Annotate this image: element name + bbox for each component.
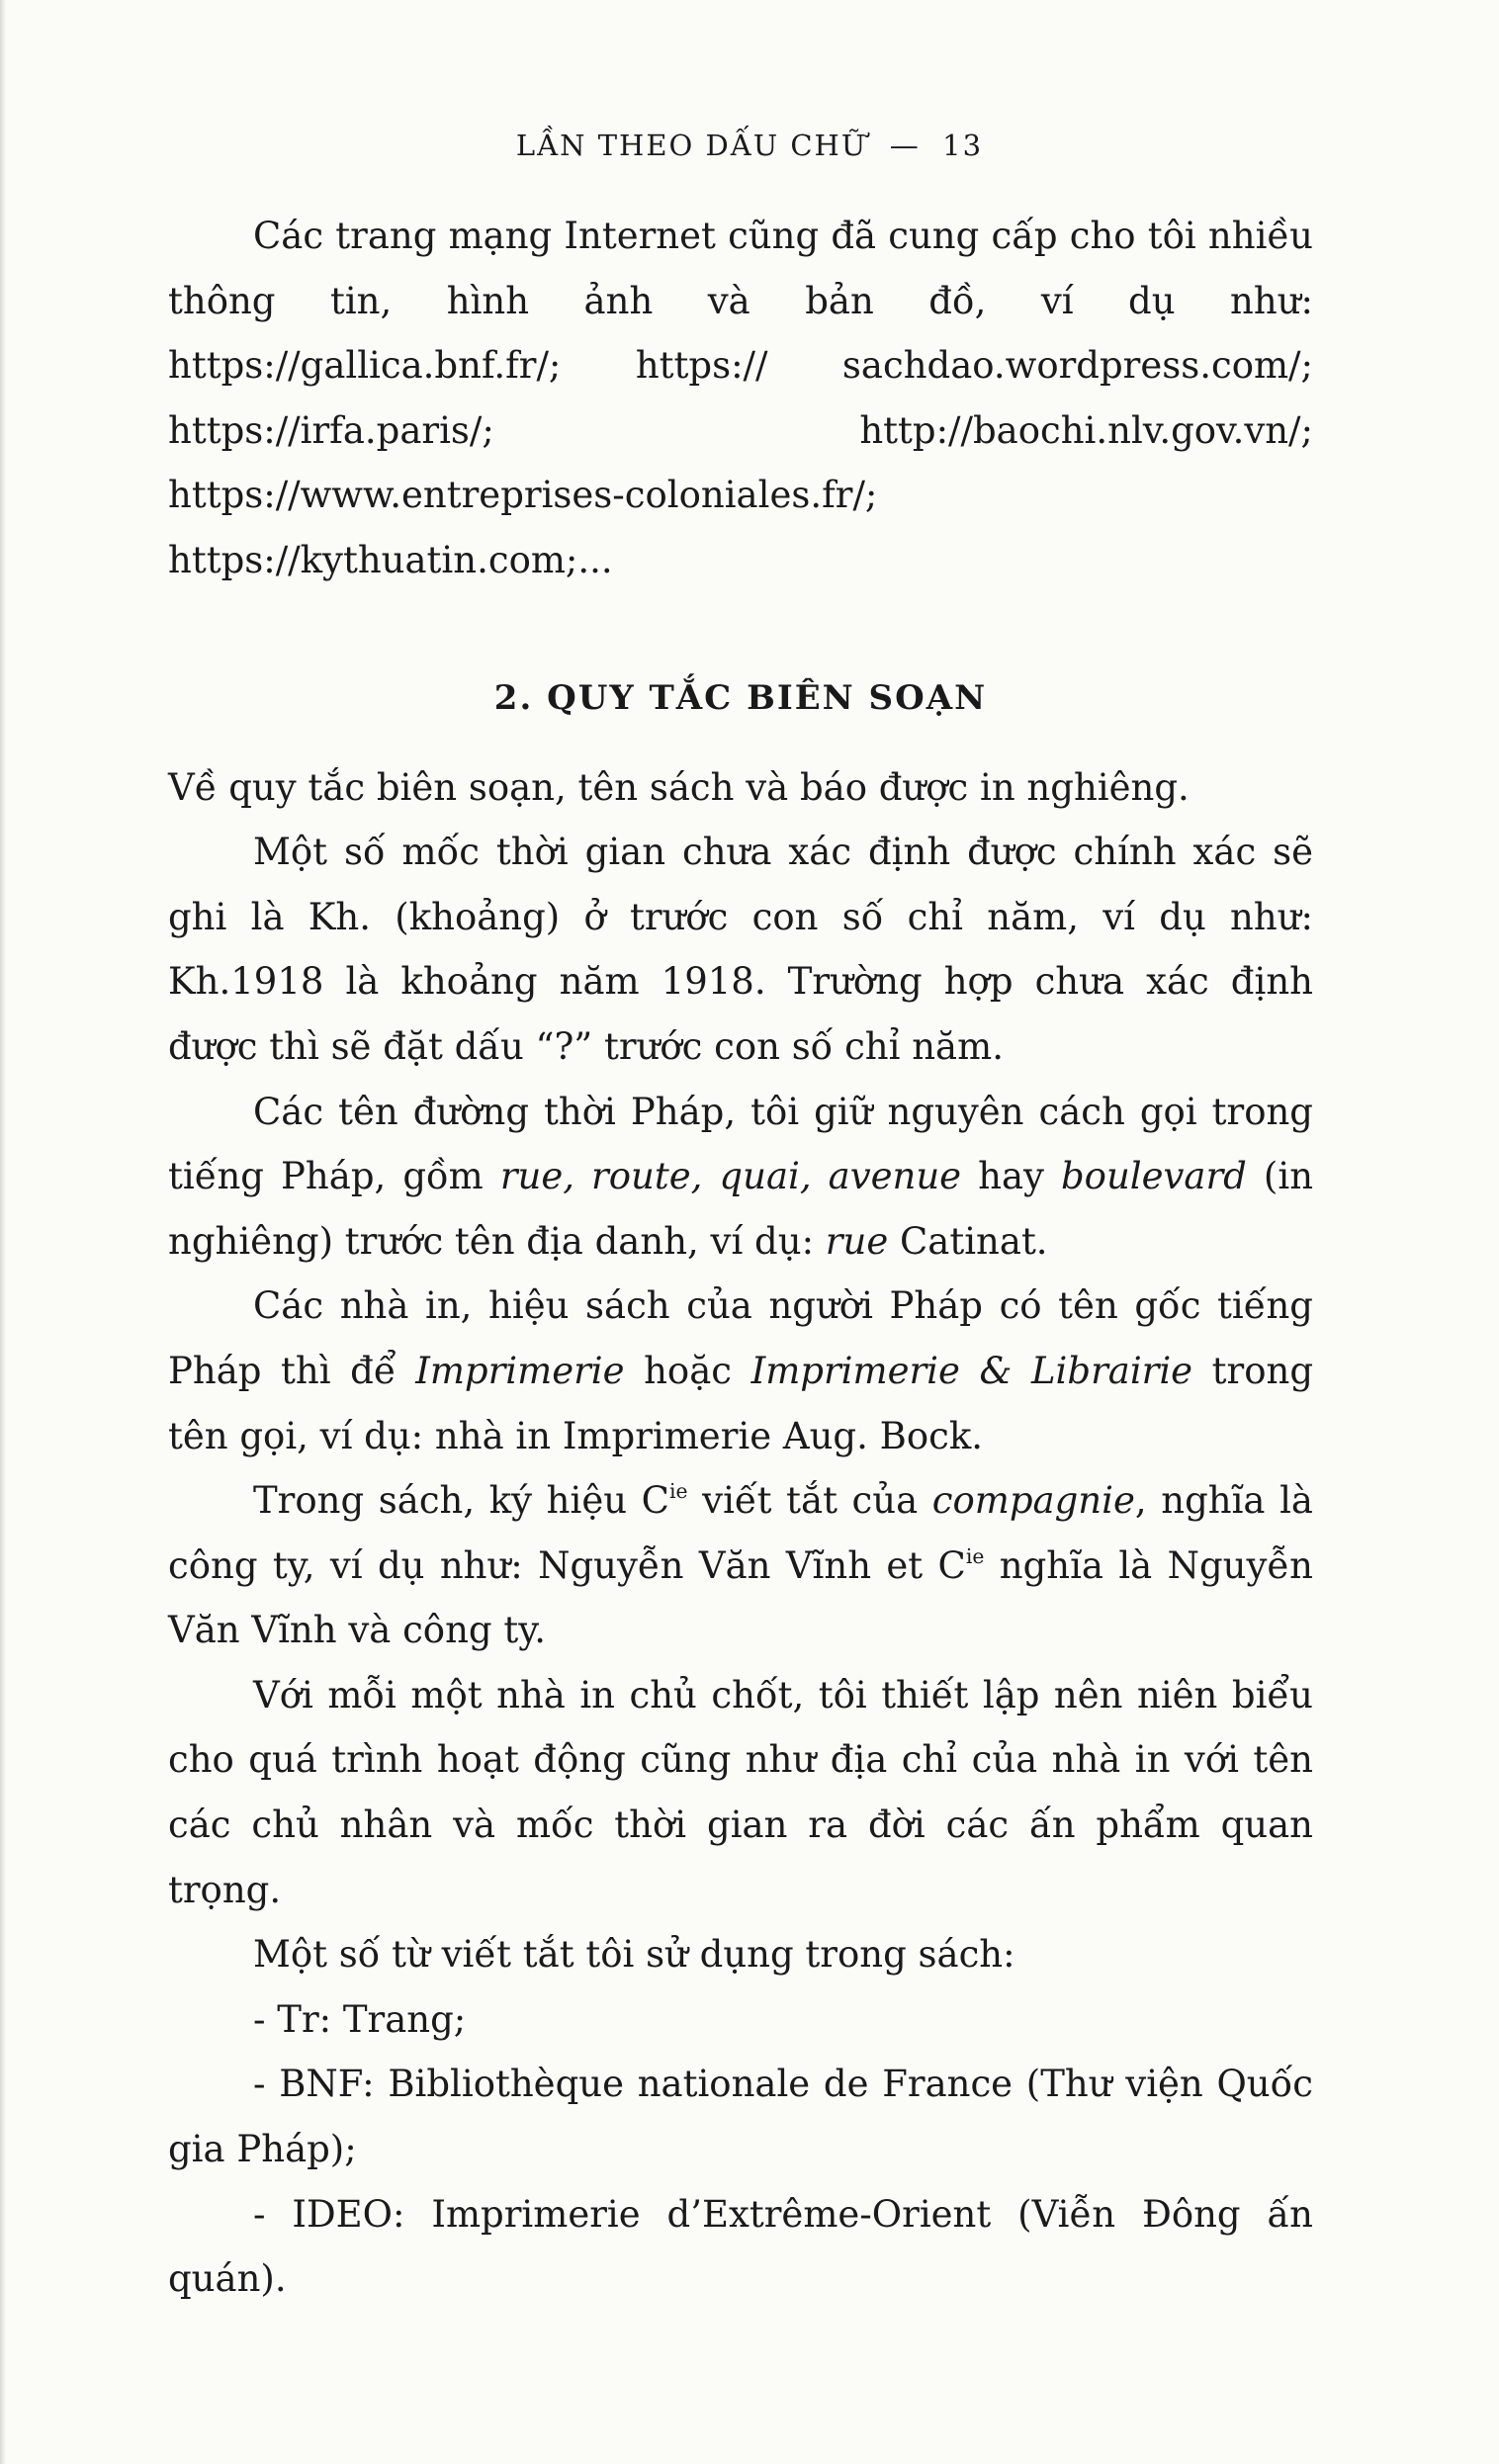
p3-text-b: hay [961, 1155, 1061, 1198]
running-head-separator: — [889, 129, 921, 162]
p4-text-c: trong tên gọi, ví dụ: nhà in Imprimerie Aug. Bock. [168, 1349, 1314, 1457]
p5-text-b: viết tắt của [687, 1479, 932, 1523]
rules-paragraph-2: Một số mốc thời gian chưa xác định được chính xác sẽ ghi là Kh. (khoảng) ở trước con số chỉ năm, ví dụ như: Kh.1918 là khoảng năm 1918. Trường hợp chưa xác định được thì sẽ đặt dấu “?” trước con số chỉ năm. [168, 831, 1313, 1068]
intro-paragraph: Các trang mạng Internet cũng đã cung cấp cho tôi nhiều thông tin, hình ảnh và bản đồ, ví dụ như: https://gallica.bnf.fr/; https:// sachdao.wordpress.com/; https://irfa.paris/; http://baochi.nlv.gov.vn/; https://www.entreprises-coloniales.fr/; https://kythuatin.com;... [168, 215, 1313, 581]
rules-paragraph-1: Về quy tắc biên soạn, tên sách và báo được in nghiêng. [168, 765, 1190, 809]
rules-paragraph-6: Với mỗi một nhà in chủ chốt, tôi thiết lập nên niên biểu cho quá trình hoạt động cũng như địa chỉ của nhà in với tên các chủ nhân và mốc thời gian ra đời các ấn phẩm quan trọng. [168, 1673, 1313, 1911]
p4-text-a: Các nhà in, hiệu sách của người Pháp có tên gốc tiếng Pháp thì để [168, 1284, 1313, 1392]
p5-italic-compagnie: compagnie [931, 1479, 1135, 1523]
abbreviation-item-ideo: - IDEO: Imprimerie d’Extrême-Orient (Viễn Đông ấn quán). [168, 2192, 1313, 2301]
rules-paragraph-5 [168, 1468, 1313, 1663]
scan-edge-shadow [0, 0, 6, 2464]
rules-paragraph-4 [168, 1274, 1313, 1468]
p4-italic-imprimerie-librairie: Imprimerie & Librairie [750, 1349, 1193, 1392]
rules-paragraph-3 [168, 1080, 1313, 1275]
running-head-title: LẦN THEO DẤU CHỮ [515, 129, 868, 162]
abbreviation-item-tr: - Tr: Trang; [253, 1997, 467, 2041]
section-heading: 2. QUY TẮC BIÊN SOẠN [493, 677, 988, 718]
p4-italic-imprimerie: Imprimerie [415, 1349, 625, 1392]
p3-text-c: (in nghiêng) trước tên địa danh, ví dụ: [168, 1155, 1314, 1263]
p4-text-b: hoặc [624, 1349, 751, 1392]
p5-superscript-1: ie [669, 1478, 688, 1503]
p5-text-c: , nghĩa là công ty, ví dụ như: Nguyễn Văn Vĩnh et C [168, 1479, 1313, 1587]
p5-text-d: nghĩa là Nguyễn Văn Vĩnh và công ty. [168, 1543, 1313, 1652]
abbreviation-item-bnf: - BNF: Bibliothèque nationale de France (Thư viện Quốc gia Pháp); [168, 2063, 1313, 2171]
p5-superscript-2: ie [965, 1543, 985, 1568]
p3-italic-boulevard: boulevard [1061, 1155, 1247, 1198]
page-number: 13 [942, 129, 984, 162]
p3-text-d: Catinat. [888, 1219, 1048, 1263]
p3-italic-street-types: rue, route, quai, avenue [499, 1155, 962, 1198]
p5-text-a: Trong sách, ký hiệu C [253, 1479, 669, 1523]
running-head [0, 129, 1499, 162]
p3-text-a: Các tên đường thời Pháp, tôi giữ nguyên cách gọi trong tiếng Pháp, gồm [168, 1090, 1313, 1198]
rules-paragraph-7: Một số từ viết tắt tôi sử dụng trong sách: [253, 1933, 1015, 1977]
page-body [168, 204, 1313, 2312]
p3-italic-rue: rue [825, 1219, 889, 1263]
